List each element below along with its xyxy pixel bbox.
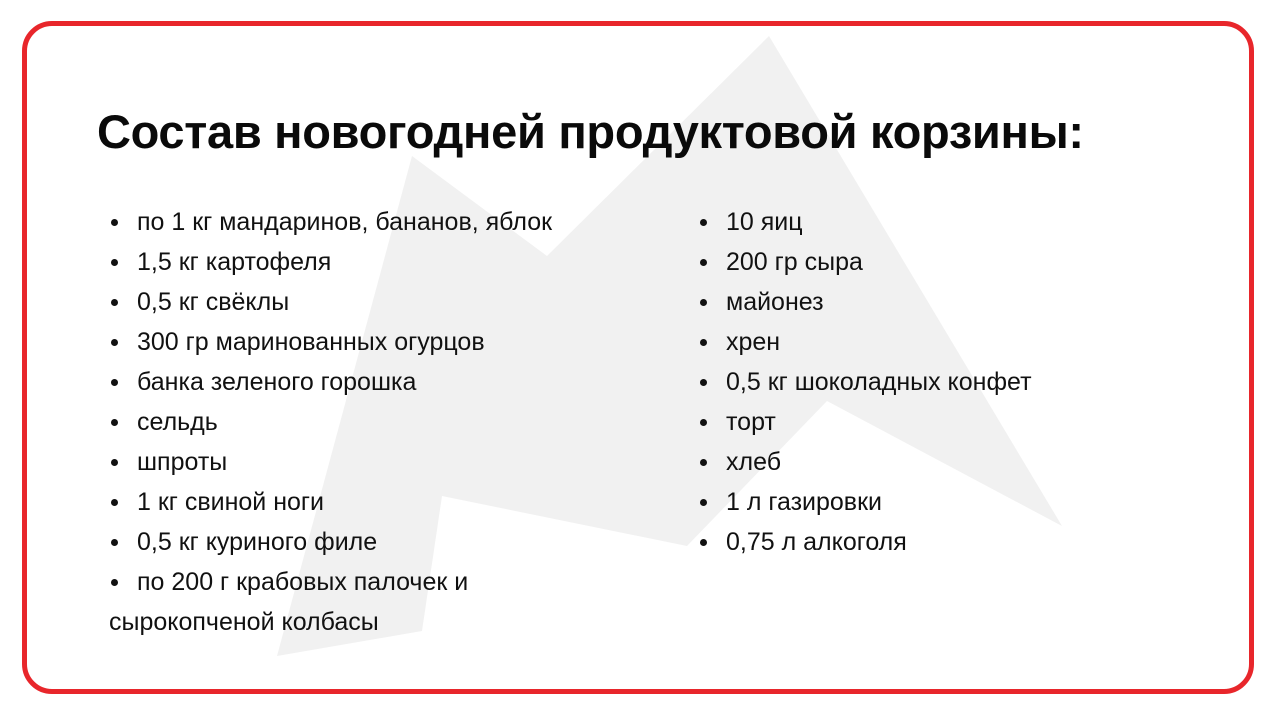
page-title: Состав новогодней продуктовой корзины: [97,105,1084,158]
list-item: торт [698,402,1198,442]
bullet-icon [700,219,707,226]
bullet-icon [111,579,118,586]
bullet-icon [111,499,118,506]
red-rounded-frame [22,21,1254,694]
bullet-icon [700,459,707,466]
left-product-list [109,202,669,642]
bullet-icon [111,539,118,546]
bullet-icon [700,299,707,306]
list-item: сельдь [109,402,669,442]
list-item: 0,75 л алкоголя [698,522,1198,562]
list-item: 10 яиц [698,202,1198,242]
list-item: шпроты [109,442,669,482]
list-item: 300 гр маринованных огурцов [109,322,669,362]
list-item: 1,5 кг картофеля [109,242,669,282]
right-product-list [698,202,1198,562]
list-item: 0,5 кг шоколадных конфет [698,362,1198,402]
bullet-icon [111,419,118,426]
list-item: 1 кг свиной ноги [109,482,669,522]
bullet-icon [111,219,118,226]
list-item: хлеб [698,442,1198,482]
bullet-icon [111,259,118,266]
list-item: майонез [698,282,1198,322]
bullet-icon [111,339,118,346]
bullet-icon [111,379,118,386]
list-item: 0,5 кг свёклы [109,282,669,322]
list-item: 200 гр сыра [698,242,1198,282]
bullet-icon [111,459,118,466]
list-item: 0,5 кг куриного филе [109,522,669,562]
bullet-icon [700,539,707,546]
bullet-icon [700,379,707,386]
bullet-icon [111,299,118,306]
list-item: по 1 кг мандаринов, бананов, яблок [109,202,669,242]
list-item: хрен [698,322,1198,362]
list-item: по 200 г крабовых палочек и сырокопченой колбасы [109,568,469,636]
bullet-icon [700,499,707,506]
list-item: банка зеленого горошка [109,362,669,402]
bullet-icon [700,259,707,266]
bullet-icon [700,419,707,426]
bullet-icon [700,339,707,346]
list-item: 1 л газировки [698,482,1198,522]
